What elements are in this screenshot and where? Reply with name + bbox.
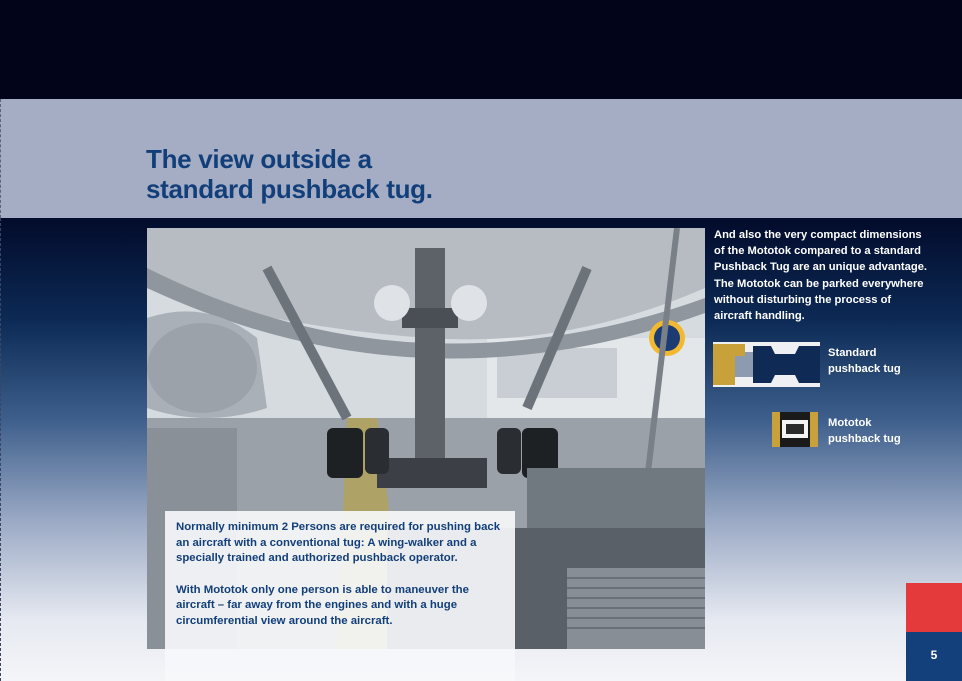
side-description: And also the very compact dimensions of the Mototok compared to a standard Pushback Tug are an unique advantage. The Mototok can be parked everywhere without disturbing the process of aircraft handling.	[714, 229, 928, 323]
page-title-line1: The view outside a	[146, 144, 372, 174]
mototok-label-line2: pushback tug	[828, 432, 901, 445]
left-dashed-edge	[0, 218, 1, 681]
mototok-diagram-icon	[772, 412, 818, 447]
standard-tug-label-line1: Standard	[828, 347, 877, 359]
title-band	[0, 99, 962, 218]
page-title-line2: standard pushback tug.	[146, 174, 433, 204]
caption-text	[176, 520, 506, 645]
accent-red-block	[906, 583, 962, 632]
standard-tug-label-line2: pushback tug	[828, 362, 901, 375]
page-title	[146, 144, 433, 204]
mototok-label	[828, 416, 901, 447]
mototok-label-line1: Mototok	[828, 417, 872, 429]
caption-paragraph-1: Normally minimum 2 Persons are required for pushing back an aircraft with a conventional tug: A wing-walker and a specially trained and authorized pushback operator.	[176, 521, 501, 564]
page-number: 5	[930, 648, 938, 662]
standard-tug-label	[828, 346, 901, 377]
top-dark-band	[0, 0, 962, 99]
standard-tug-diagram-icon	[713, 342, 820, 387]
caption-paragraph-2: With Mototok only one person is able to maneuver the aircraft – far away from the engines and with a huge circumferential view around the aircraft.	[176, 583, 469, 627]
